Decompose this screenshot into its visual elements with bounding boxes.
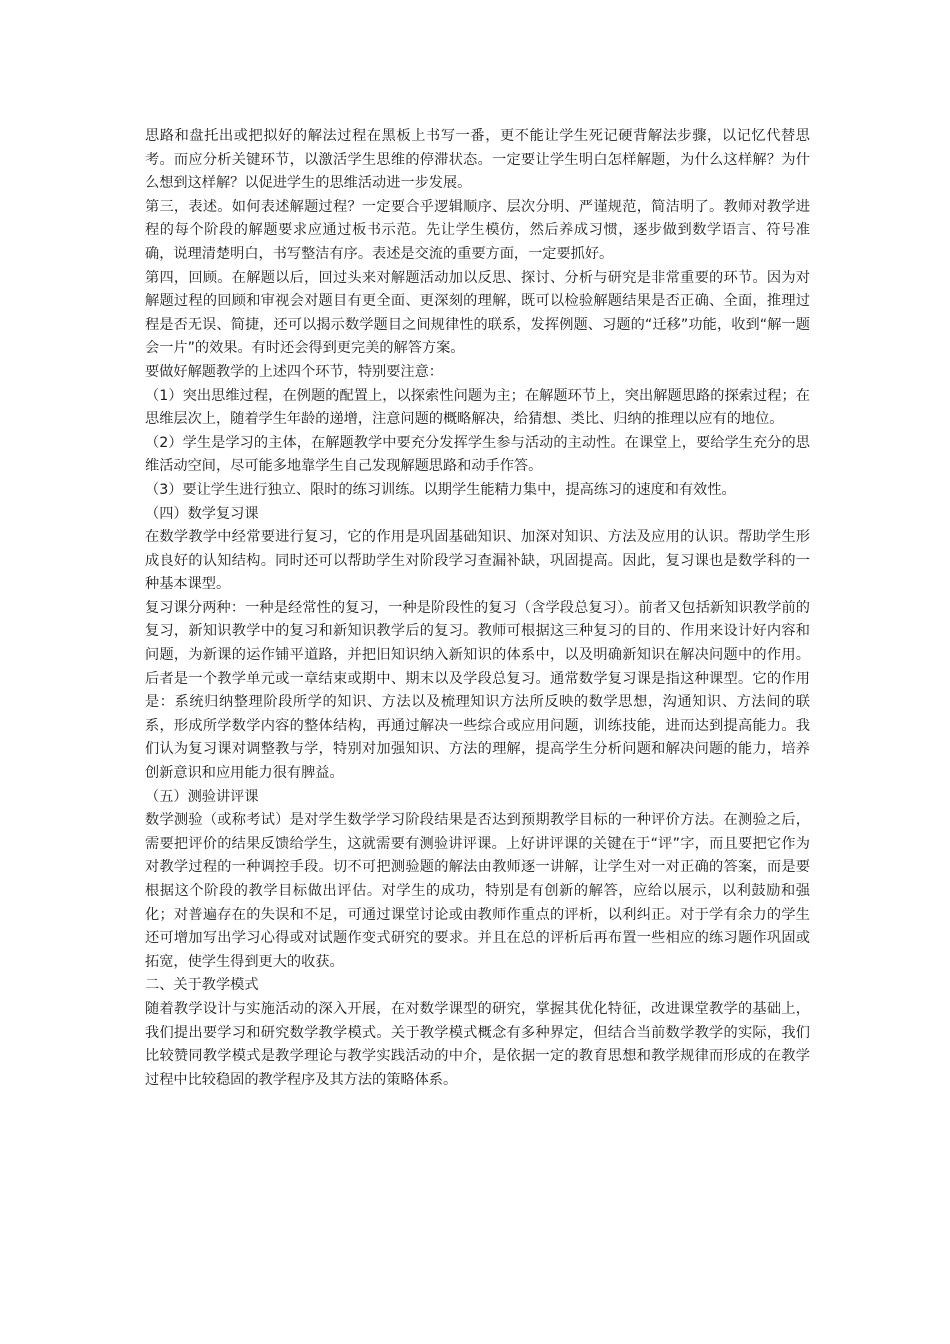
document-body (145, 125, 810, 1092)
paragraph-review-types: 复习课分两种：一种是经常性的复习，一种是阶段性的复习（含学段总复习）。前者又包括新知识教学前的复习，新知识教学中的复习和新知识教学后的复习。教师可根据这三种复习的目的、作用来设计好内容和问题，为新课的运作铺平道路，并把旧知识纳入新知识的体系中，以及明确新知识在解决问题中的作用。后者是一个教学单元或一章结束或期中、期末以及学段总复习。通常数学复习课是指这种课型。它的作用是：系统归纳整理阶段所学的知识、方法以及梳理知识方法所反映的数学思想，沟通知识、方法间的联系，形成所学数学内容的整体结构，再通过解决一些综合或应用问题，训练技能，进而达到提高能力。我们认为复习课对调整教与学，特别对加强知识、方法的理解，提高学生分析问题和解决问题的能力，培养创新意识和应用能力很有脾益。 (145, 599, 810, 782)
section-heading-review-class: （四）数学复习课 (145, 505, 259, 522)
paragraph-point-2: （2）学生是学习的主体，在解题教学中要充分发挥学生参与活动的主动性。在课堂上，要给学生充分的思维活动空间，尽可能多地靠学生自己发现解题思路和动手作答。 (145, 434, 810, 475)
paragraph-teaching-model: 随着教学设计与实施活动的深入开展，在对数学课型的研究，掌握其优化特征，改进课堂教学的基础上，我们提出要学习和研究数学教学模式。关于教学模式概念有多种界定，但结合当前数学教学的实际，我们比较赞同教学模式是教学理论与教学实践活动的中介，是依据一定的教育思想和教学规律而形成的在教学过程中比较稳固的教学程序及其方法的策略体系。 (145, 1000, 810, 1088)
paragraph-point-3: （3）要让学生进行独立、限时的练习训练。以期学生能精力集中，提高练习的速度和有效性。 (145, 481, 736, 498)
paragraph-review-purpose: 在数学教学中经常要进行复习，它的作用是巩固基础知识、加深对知识、方法及应用的认识。帮助学生形成良好的认知结构。同时还可以帮助学生对阶段学习查漏补缺，巩固提高。因此，复习课也是数学科的一种基本课型。 (145, 529, 810, 593)
section-heading-test-review-class: （五）测验讲评课 (145, 788, 259, 805)
paragraph-point-1: （1）突出思维过程，在例题的配置上，以探索性问题为主；在解题环节上，突出解题思路的探索过程；在思维层次上，随着学生年龄的递增，注意问题的概略解决，给猜想、类比、归纳的推理以应有的地位。 (145, 387, 810, 428)
paragraph-step-four-review: 第四，回顾。在解题以后，回过头来对解题活动加以反思、探讨、分析与研究是非常重要的环节。因为对解题过程的回顾和审视会对题目有更全面、更深刻的理解，既可以检验解题结果是否正确、全面，推理过程是否无误、简捷，还可以揭示数学题目之间规律性的联系，发挥例题、习题的“迁移”功能，收到“解一题会一片”的效果。有时还会得到更完美的解答方案。 (145, 269, 810, 357)
paragraph-attention-intro: 要做好解题教学的上述四个环节，特别要注意： (145, 363, 443, 380)
paragraph-thinking-process: 思路和盘托出或把拟好的解法过程在黑板上书写一番，更不能让学生死记硬背解法步骤，以记忆代替思考。而应分析关键环节，以激活学生思维的停滞状态。一定要让学生明白怎样解题，为什么这样解？为什么想到这样解？以促进学生的思维活动进一步发展。 (145, 128, 810, 192)
paragraph-test-review: 数学测验（或称考试）是对学生数学学习阶段结果是否达到预期教学目标的一种评价方法。在测验之后，需要把评价的结果反馈给学生，这就需要有测验讲评课。上好讲评课的关键在于“评”字，而且要把它作为对教学过程的一种调控手段。切不可把测验题的解法由教师逐一讲解，让学生对一对正确的答案，而是要根据这个阶段的教学目标做出评估。对学生的成功，特别是有创新的解答，应给以展示，以利鼓励和强化；对普遍存在的失误和不足，可通过课堂讨论或由教师作重点的评析，以利纠正。对于学有余力的学生还可增加写出学习心得或对试题作变式研究的要求。并且在总的评析后再布置一些相应的练习题作巩固或拓宽，使学生得到更大的收获。 (145, 812, 810, 970)
section-heading-teaching-model: 二、关于教学模式 (145, 977, 259, 994)
paragraph-step-three-expression: 第三，表述。如何表述解题过程？一定要合乎逻辑顺序、层次分明、严谨规范，简洁明了。教师对教学进程的每个阶段的解题要求应通过板书示范。先让学生模仿，然后养成习惯，逐步做到数学语言、符号准确，说理清楚明白，书写整洁有序。表述是交流的重要方面，一定要抓好。 (145, 198, 810, 262)
